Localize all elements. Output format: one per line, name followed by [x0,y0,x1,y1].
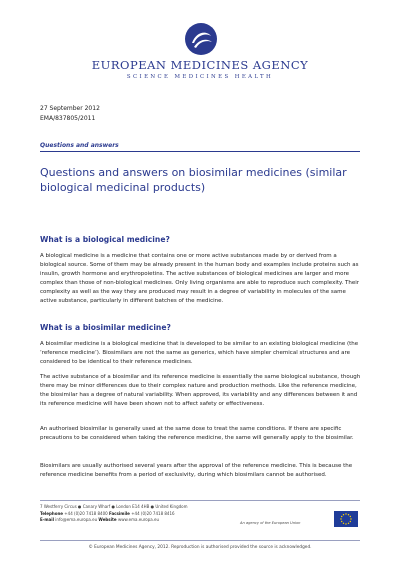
document-reference: EMA/837805/2011 [40,115,96,122]
footer-address: 7 Westferry Circus ● Canary Wharf ● London E14 4HB ● United Kingdom [40,504,188,509]
agency-tagline: SCIENCE MEDICINES HEALTH [126,74,274,80]
facsimile-label: Facsimile [108,510,130,516]
eu-flag-icon [334,511,358,527]
facsimile: +44 (0)20 7418 8416 [131,510,175,516]
agency-name: EUROPEAN MEDICINES AGENCY [91,58,309,72]
ema-logo-icon [184,22,218,56]
heading-biosimilar-medicine: What is a biosimilar medicine? [40,323,171,332]
website-label: Website [98,517,117,522]
email-link[interactable]: info@ema.europa.eu [55,517,98,522]
copyright-divider [40,540,360,541]
document-meta [40,104,100,124]
telephone-label: Telephone [40,510,64,516]
copyright: © European Medicines Agency, 2012. Reproduction is authorised provided the source is acknowledged. [88,545,312,550]
email-label: E-mail [40,517,55,522]
page-title: Questions and answers on biosimilar medicines (similar biological medicinal products) [40,166,347,194]
paragraph: Biosimilars are usually authorised several years after the approval of the reference medicine. This is because the reference medicine benefits from a period of exclusivity, during which biosimilars cannot be authorised. [40,463,353,478]
website-link[interactable]: www.ema.europa.eu [117,517,159,522]
divider [40,151,360,152]
eu-agency-text: An agency of the European Union [240,521,301,525]
paragraph: A biological medicine is a medicine that contains one or more active substances made by or derived from a biological source. Some of them may be already present in the human body and examples include proteins such as insulin, growth hormone and erythropoietins. The active substances of biological medicines are larger and more complex than those of non-biological medicines. Only living organisms are able to reproduce such complexity. Their complexity as well as the way they are produced may result in a degree of variability in molecules of the same active substance, particularly in different batches of the medicine. [40,253,360,304]
footer-address-block [40,504,188,524]
paragraph: An authorised biosimilar is generally used at the same dose to treat the same conditions. If there are specific precautions to be considered when taking the reference medicine, the same will generally apply to the biosimilar. [40,426,354,441]
telephone: +44 (0)20 7418 8400 [64,510,108,516]
section-label: Questions and answers [40,142,119,149]
paragraph: The active substance of a biosimilar and its reference medicine is essentially the same biological substance, though there may be minor differences due to their complex nature and production methods. Like the reference medicine, the biosimilar has a degree of natural variability. When approved, its variability and any differences between it and its reference medicine will have been shown not to affect safety or effectiveness. [40,374,361,407]
heading-biological-medicine: What is a biological medicine? [40,235,170,244]
document-date: 27 September 2012 [40,105,100,112]
footer-divider [40,500,360,501]
paragraph: A biosimilar medicine is a biological medicine that is developed to be similar to an existing biological medicine (the ‘reference medicine’). Biosimilars are not the same as generics, which have simpler chemical structures and are considered to be identical to their reference medicines. [40,341,359,365]
